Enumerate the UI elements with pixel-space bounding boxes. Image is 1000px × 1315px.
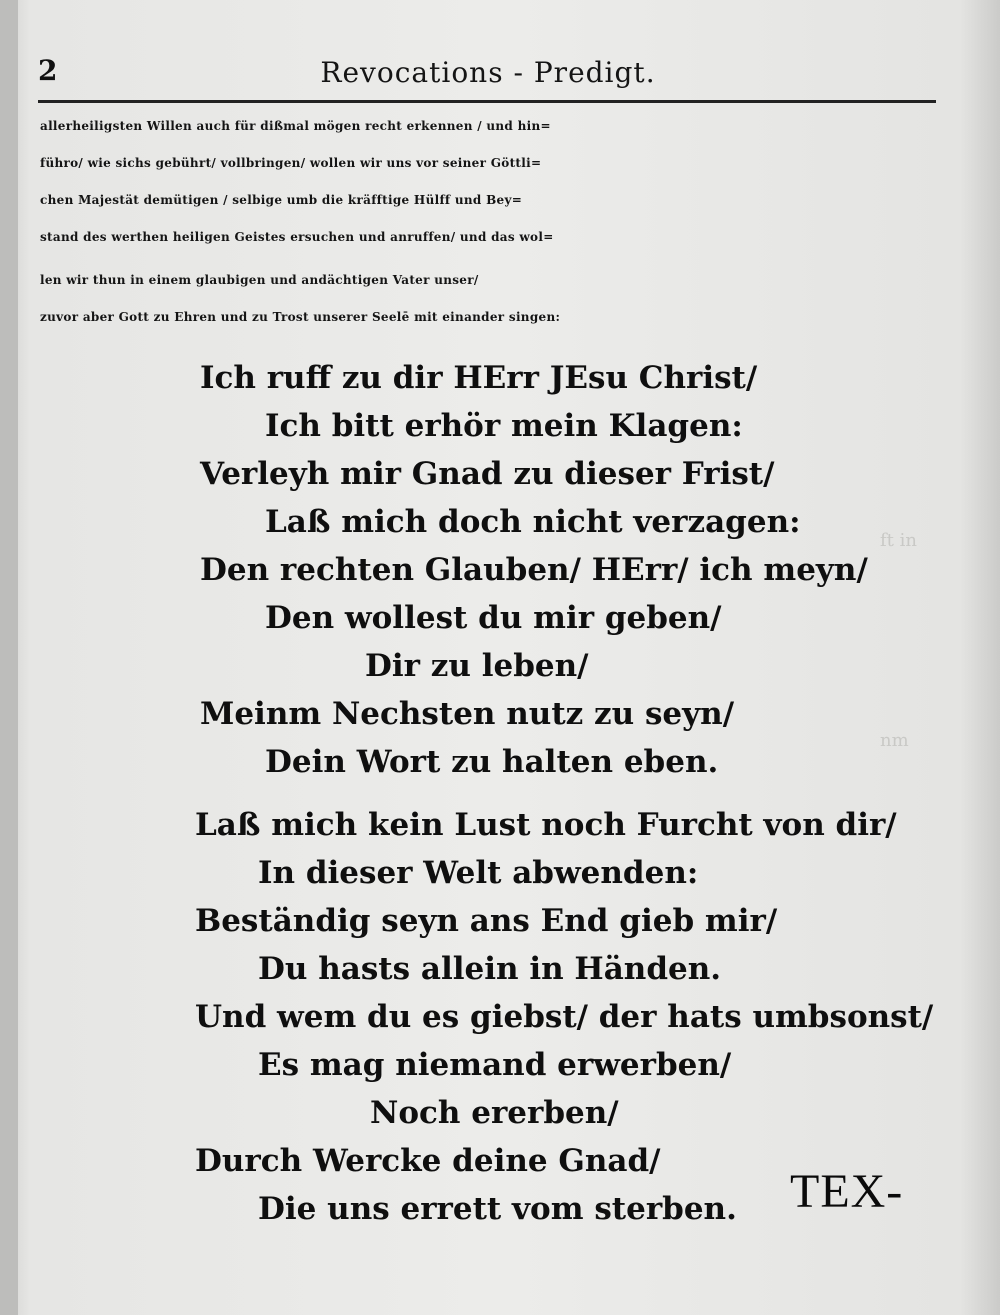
- catchword: TEX-: [790, 1165, 904, 1218]
- prose-paragraph: [40, 108, 938, 336]
- prose-line: zuvor aber Gott zu Ehren und zu Trost unserer Seelē mit einander singen:: [40, 310, 561, 324]
- prose-line: führo/ wie sichs gebührt/ vollbringen/ wollen wir uns vor seiner Göttli=: [40, 156, 542, 170]
- verse-line: Ich ruff zu dir HErr JEsu Christ/: [200, 360, 758, 396]
- verse-line: Verleyh mir Gnad zu dieser Frist/: [200, 456, 775, 492]
- verse-line: Den wollest du mir geben/: [265, 600, 722, 636]
- prose-line: len wir thun in einem glaubigen und andächtigen Vater unser/: [40, 273, 479, 287]
- verse-line: Durch Wercke deine Gnad/: [195, 1143, 661, 1179]
- verse-line: Und wem du es giebst/ der hats umbsonst/: [195, 999, 934, 1035]
- page-edge-shadow: [0, 0, 18, 1315]
- bleed-through-mark: ft in: [880, 530, 917, 551]
- page-number: 2: [38, 54, 58, 87]
- verse-line: Dein Wort zu halten eben.: [265, 744, 719, 780]
- header-rule: [38, 100, 936, 103]
- bleed-through-mark: nm: [880, 730, 909, 751]
- verse-line: Meinm Nechsten nutz zu seyn/: [200, 696, 735, 732]
- verse-line: Dir zu leben/: [365, 648, 589, 684]
- page-header: [38, 52, 938, 98]
- verse-line: Noch ererben/: [370, 1095, 619, 1131]
- verse-line: Es mag niemand erwerben/: [258, 1047, 732, 1083]
- prose-line: allerheiligsten Willen auch für dißmal mögen recht erkennen / und hin=: [40, 119, 551, 133]
- verse-line: Beständig seyn ans End gieb mir/: [195, 903, 778, 939]
- verse-line: In dieser Welt abwenden:: [258, 855, 699, 891]
- verse-line: Den rechten Glauben/ HErr/ ich meyn/: [200, 552, 868, 588]
- prose-line: stand des werthen heiligen Geistes ersuchen und anruffen/ und das wol=: [40, 230, 554, 244]
- verse-line: Laß mich kein Lust noch Furcht von dir/: [195, 807, 897, 843]
- verse-line: Du hasts allein in Händen.: [258, 951, 722, 987]
- verse-line: Ich bitt erhör mein Klagen:: [265, 408, 743, 444]
- running-title: Revocations - Predigt.: [320, 56, 656, 89]
- verse-line: Laß mich doch nicht verzagen:: [265, 504, 801, 540]
- prose-line: chen Majestät demütigen / selbige umb die kräfftige Hülff und Bey=: [40, 193, 523, 207]
- verse-line: Die uns errett vom sterben.: [258, 1191, 737, 1227]
